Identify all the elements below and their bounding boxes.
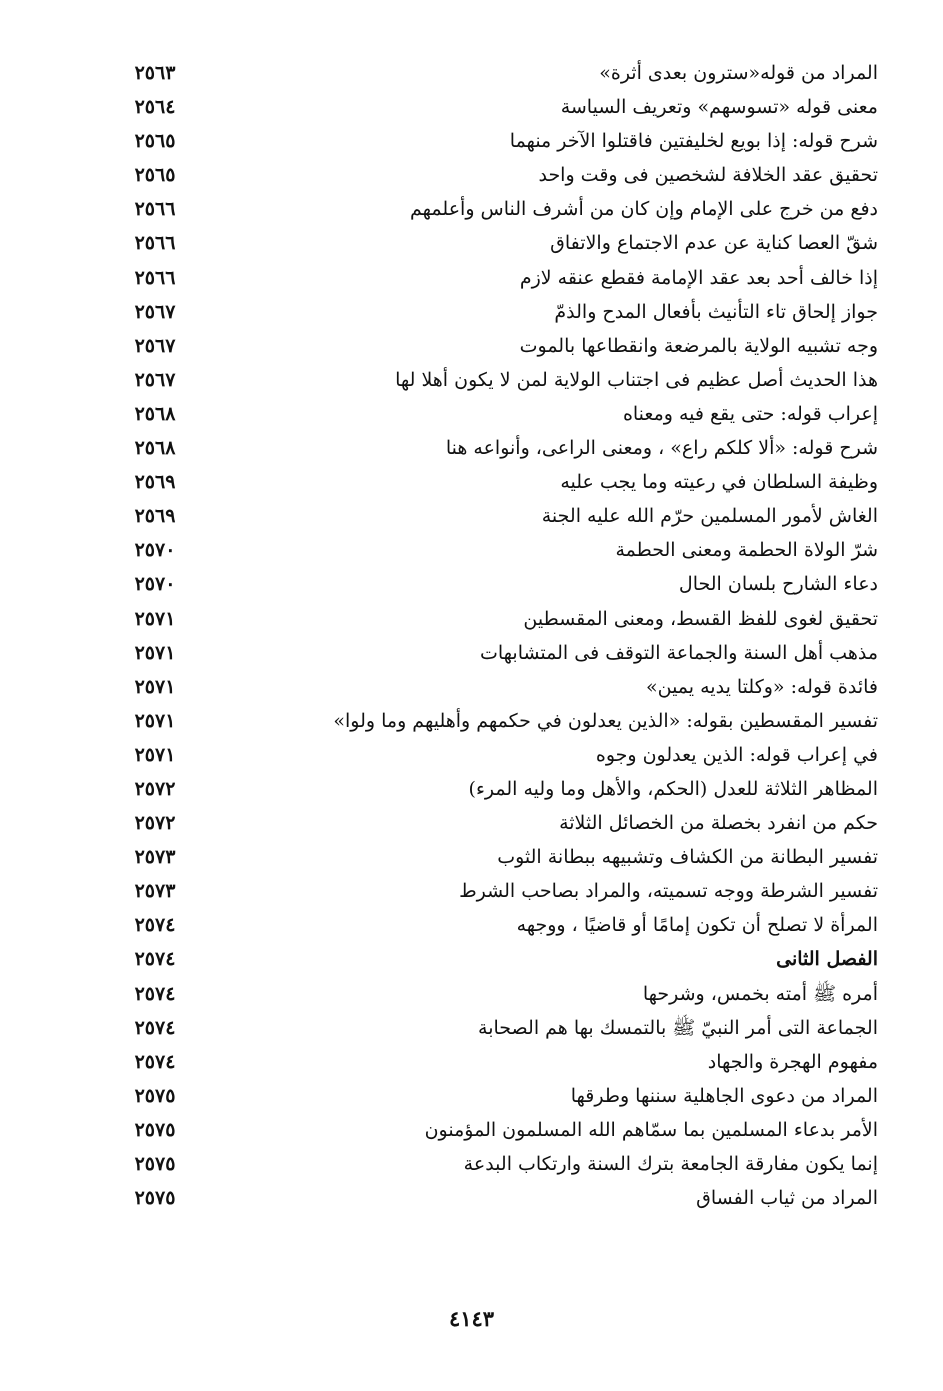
toc-entry-page-number: ٢٥٧١	[134, 675, 176, 698]
toc-entry-page-number: ٢٥٧٤	[134, 1016, 176, 1039]
toc-entry-title: تحقيق لغوى للفظ القسط، ومعنى المقسطين	[523, 607, 878, 630]
toc-entry-page-number: ٢٥٦٥	[134, 164, 176, 187]
toc-entry	[120, 363, 878, 397]
toc-entry-title: المراد من دعوى الجاهلية سننها وطرقها	[570, 1084, 878, 1107]
toc-entry	[120, 806, 878, 840]
page-number: ٤١٤٣	[448, 1306, 495, 1331]
toc-entry	[120, 636, 878, 670]
toc-entry-page-number: ٢٥٧٥	[134, 1187, 176, 1210]
toc-entry-title: جواز إلحاق تاء التأنيث بأفعال المدح والذمّ	[554, 300, 878, 323]
toc-entry-title: في إعراب قوله: الذين يعدلون وجوه	[595, 743, 878, 766]
toc-entry-page-number: ٢٥٦٣	[134, 62, 176, 84]
toc-entry	[120, 567, 878, 601]
toc-entry-title: أمره ﷺ أمته بخمس، وشرحها	[642, 982, 878, 1005]
toc-entry-title: مذهب أهل السنة والجماعة التوقف فى المتشابهات	[479, 641, 878, 664]
toc-entry-page-number: ٢٥٧١	[134, 641, 176, 664]
toc-entry	[120, 1011, 878, 1045]
toc-entry	[120, 1113, 878, 1147]
toc-entry	[120, 738, 878, 772]
toc-entry-title: تحقيق عقد الخلافة لشخصين فى وقت واحد	[538, 164, 878, 187]
toc-entry	[120, 56, 878, 90]
toc-entry-title: المراد من قوله«سترون بعدى أثرة»	[599, 62, 878, 84]
toc-entry-title: شقّ العصا كناية عن عدم الاجتماع والاتفاق	[550, 232, 878, 255]
toc-entry-title: تفسير المقسطين بقوله: «الذين يعدلون في حكمهم وأهليهم وما ولوا»	[333, 709, 878, 732]
toc-entry-page-number: ٢٥٧٤	[134, 914, 176, 937]
toc-entry	[120, 533, 878, 567]
toc-entry-page-number: ٢٥٧٥	[134, 1084, 176, 1107]
toc-entry-page-number: ٢٥٦٩	[134, 505, 176, 528]
toc-entry-page-number: ٢٥٧٤	[134, 948, 176, 971]
toc-entry	[120, 1181, 878, 1215]
toc-entry-title: إعراب قوله: حتى يقع فيه ومعناه	[622, 402, 878, 425]
toc-entry-page-number: ٢٥٦٦	[134, 198, 176, 221]
toc-entry	[120, 431, 878, 465]
toc-entry	[120, 90, 878, 124]
toc-entry-title: فائدة قوله: «وكلتا يديه يمين»	[645, 675, 878, 698]
toc-entry-title: الغاش لأمور المسلمين حرّم الله عليه الجنة	[541, 505, 878, 528]
toc-entry-page-number: ٢٥٧٢	[134, 777, 176, 800]
toc-entry-title: تفسير البطانة من الكشاف وتشبيهه ببطانة الثوب	[497, 846, 878, 869]
toc-entry	[120, 295, 878, 329]
toc-entry-page-number: ٢٥٦٤	[134, 96, 176, 119]
toc-entry	[120, 942, 878, 976]
toc-entry	[120, 329, 878, 363]
toc-entry-title: شرّ الولاة الحطمة ومعنى الحطمة	[615, 539, 878, 562]
toc-entry	[120, 226, 878, 260]
toc-entry-page-number: ٢٥٧١	[134, 743, 176, 766]
toc-entry	[120, 499, 878, 533]
toc-entry-title: الجماعة التى أمر النبيّ ﷺ بالتمسك بها هم الصحابة	[478, 1016, 878, 1039]
toc-entry-title: الأمر بدعاء المسلمين بما سمّاهم الله المسلمون المؤمنون	[424, 1118, 878, 1141]
toc-entry-page-number: ٢٥٧٠	[134, 573, 176, 596]
toc-entry	[120, 261, 878, 295]
toc-entry-page-number: ٢٥٧٣	[134, 880, 176, 903]
toc-entry-page-number: ٢٥٧٥	[134, 1153, 176, 1175]
toc-entry	[120, 840, 878, 874]
toc-entry	[120, 670, 878, 704]
toc-entry	[120, 1079, 878, 1113]
toc-entry-page-number: ٢٥٧١	[134, 709, 176, 732]
toc-entry-title: المظاهر الثلاثة للعدل (الحكم، والأهل وما وليه المرء)	[468, 777, 878, 800]
toc-entry-page-number: ٢٥٦٥	[134, 130, 176, 153]
toc-entry-title: حكم من انفرد بخصلة من الخصائل الثلاثة	[559, 812, 878, 835]
toc-entry-page-number: ٢٥٧٥	[134, 1118, 176, 1141]
toc-entry	[120, 124, 878, 158]
toc-entry-page-number: ٢٥٦٩	[134, 471, 176, 494]
section-heading: الفصل الثانى	[776, 948, 878, 971]
toc-entry-title: المرأة لا تصلح أن تكون إمامًا أو قاضيًا ، ووجهه	[516, 914, 878, 937]
toc-entry-title: هذا الحديث أصل عظيم فى اجتناب الولاية لمن لا يكون أهلا لها	[395, 368, 878, 391]
toc-entry-title: دفع من خرج على الإمام وإن كان من أشرف الناس وأعلمهم	[410, 198, 878, 221]
toc-entry	[120, 704, 878, 738]
toc-entry-page-number: ٢٥٦٨	[134, 402, 176, 425]
toc-entry	[120, 158, 878, 192]
toc-entry	[120, 192, 878, 226]
toc-entry	[120, 1045, 878, 1079]
toc-entry-page-number: ٢٥٦٦	[134, 266, 176, 289]
toc-entry-title: شرح قوله: «ألا كلكم راع» ، ومعنى الراعى، وأنواعه هنا	[445, 437, 878, 460]
toc-entry-title: وجه تشبيه الولاية بالمرضعة وانقطاعها بالموت	[519, 334, 878, 357]
toc-entry-title: إذا خالف أحد بعد عقد الإمامة فقطع عنقه لازم	[519, 266, 878, 289]
toc-entry-page-number: ٢٥٦٧	[134, 368, 176, 391]
toc-entry	[120, 908, 878, 942]
toc-entry-title: المراد من ثياب الفساق	[696, 1187, 878, 1210]
toc-entry	[120, 465, 878, 499]
toc-entry-title: شرح قوله: إذا بويع لخليفتين فاقتلوا الآخر منهما	[509, 130, 878, 153]
table-of-contents	[120, 56, 878, 1215]
toc-entry-page-number: ٢٥٧٣	[134, 846, 176, 869]
toc-entry-page-number: ٢٥٦٦	[134, 232, 176, 255]
toc-entry-page-number: ٢٥٧٤	[134, 1050, 176, 1073]
toc-entry-page-number: ٢٥٧٤	[134, 982, 176, 1005]
toc-entry-title: معنى قوله «تسوسهم» وتعريف السياسة	[560, 96, 878, 119]
toc-entry-title: مفهوم الهجرة والجهاد	[707, 1050, 878, 1073]
toc-entry	[120, 397, 878, 431]
toc-entry-page-number: ٢٥٧١	[134, 607, 176, 630]
toc-entry-page-number: ٢٥٧٢	[134, 812, 176, 835]
toc-entry-title: دعاء الشارح بلسان الحال	[678, 573, 878, 596]
toc-entry-page-number: ٢٥٦٧	[134, 334, 176, 357]
toc-entry	[120, 977, 878, 1011]
toc-entry	[120, 602, 878, 636]
toc-entry-title: إنما يكون مفارقة الجامعة بترك السنة وارتكاب البدعة	[463, 1153, 878, 1175]
toc-entry-page-number: ٢٥٦٨	[134, 437, 176, 460]
toc-entry	[120, 772, 878, 806]
toc-entry-title: تفسير الشرطة ووجه تسميته، والمراد بصاحب الشرط	[459, 880, 878, 903]
toc-entry-page-number: ٢٥٧٠	[134, 539, 176, 562]
toc-entry	[120, 874, 878, 908]
toc-entry-title: وظيفة السلطان في رعيته وما يجب عليه	[560, 471, 878, 494]
toc-entry-page-number: ٢٥٦٧	[134, 300, 176, 323]
toc-entry	[120, 1147, 878, 1181]
